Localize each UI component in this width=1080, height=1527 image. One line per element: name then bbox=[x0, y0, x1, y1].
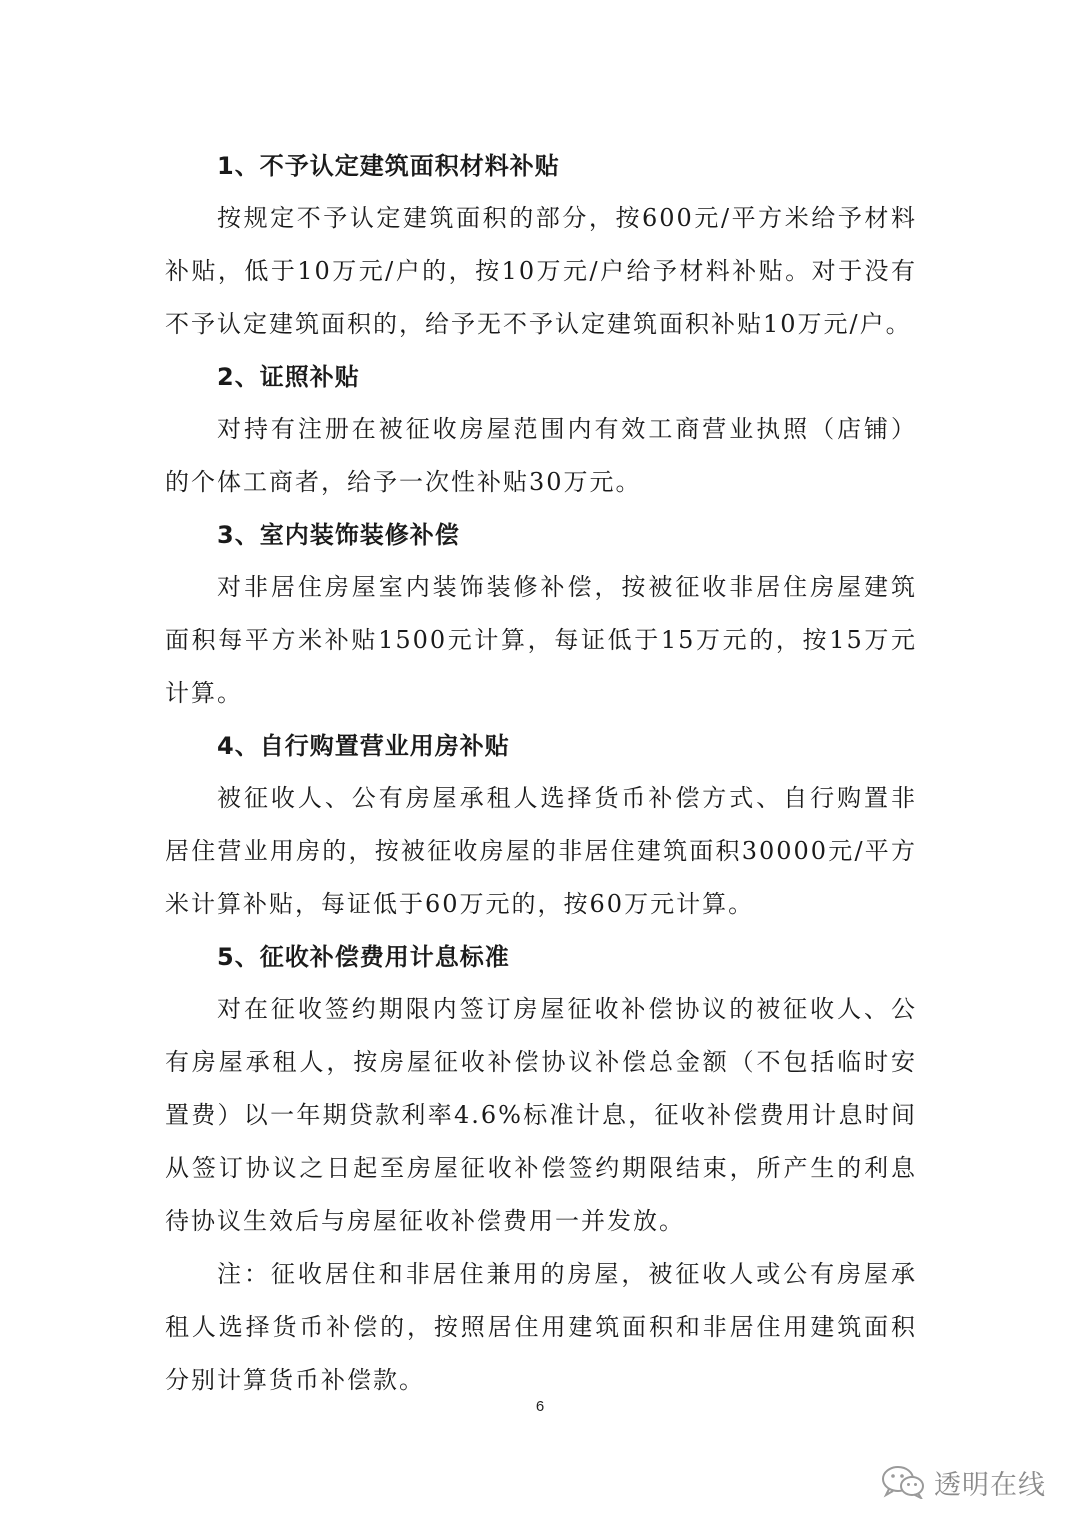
section-heading-2: 2、证照补贴 bbox=[217, 363, 360, 391]
section-paragraph-5: 对在征收签约期限内签订房屋征收补偿协议的被征收人、公有房屋承租人，按房屋征收补偿协议补偿总金额（不包括临时安置费）以一年期贷款利率4.6%标准计息，征收补偿费用计息时间从签订协议之日起至房屋征收补偿签约期限结束，所产生的利息待协议生效后与房屋征收补偿费用一并发放。 bbox=[165, 995, 917, 1235]
section-heading-4: 4、自行购置营业用房补贴 bbox=[217, 732, 510, 760]
watermark bbox=[880, 1462, 1046, 1502]
section-heading-1: 1、不予认定建筑面积材料补贴 bbox=[217, 152, 560, 180]
note-paragraph: 注：征收居住和非居住兼用的房屋，被征收人或公有房屋承租人选择货币补偿的，按照居住用建筑面积和非居住用建筑面积分别计算货币补偿款。 bbox=[165, 1260, 917, 1394]
watermark-text: 透明在线 bbox=[934, 1469, 1046, 1501]
section-heading-5: 5、征收补偿费用计息标准 bbox=[217, 943, 510, 971]
wechat-icon bbox=[880, 1465, 926, 1499]
section-paragraph-1: 按规定不予认定建筑面积的部分，按600元/平方米给予材料补贴，低于10万元/户的，按10万元/户给予材料补贴。对于没有不予认定建筑面积的，给予无不予认定建筑面积补贴10万元/户。 bbox=[165, 204, 917, 338]
page-number: 6 bbox=[535, 1398, 545, 1415]
section-heading-3: 3、室内装饰装修补偿 bbox=[217, 521, 460, 549]
section-paragraph-2: 对持有注册在被征收房屋范围内有效工商营业执照（店铺）的个体工商者，给予一次性补贴30万元。 bbox=[165, 415, 917, 496]
section-paragraph-4: 被征收人、公有房屋承租人选择货币补偿方式、自行购置非居住营业用房的，按被征收房屋的非居住建筑面积30000元/平方米计算补贴，每证低于60万元的，按60万元计算。 bbox=[165, 784, 917, 918]
document-body bbox=[165, 140, 917, 1407]
section-paragraph-3: 对非居住房屋室内装饰装修补偿，按被征收非居住房屋建筑面积每平方米补贴1500元计算，每证低于15万元的，按15万元计算。 bbox=[165, 573, 917, 707]
